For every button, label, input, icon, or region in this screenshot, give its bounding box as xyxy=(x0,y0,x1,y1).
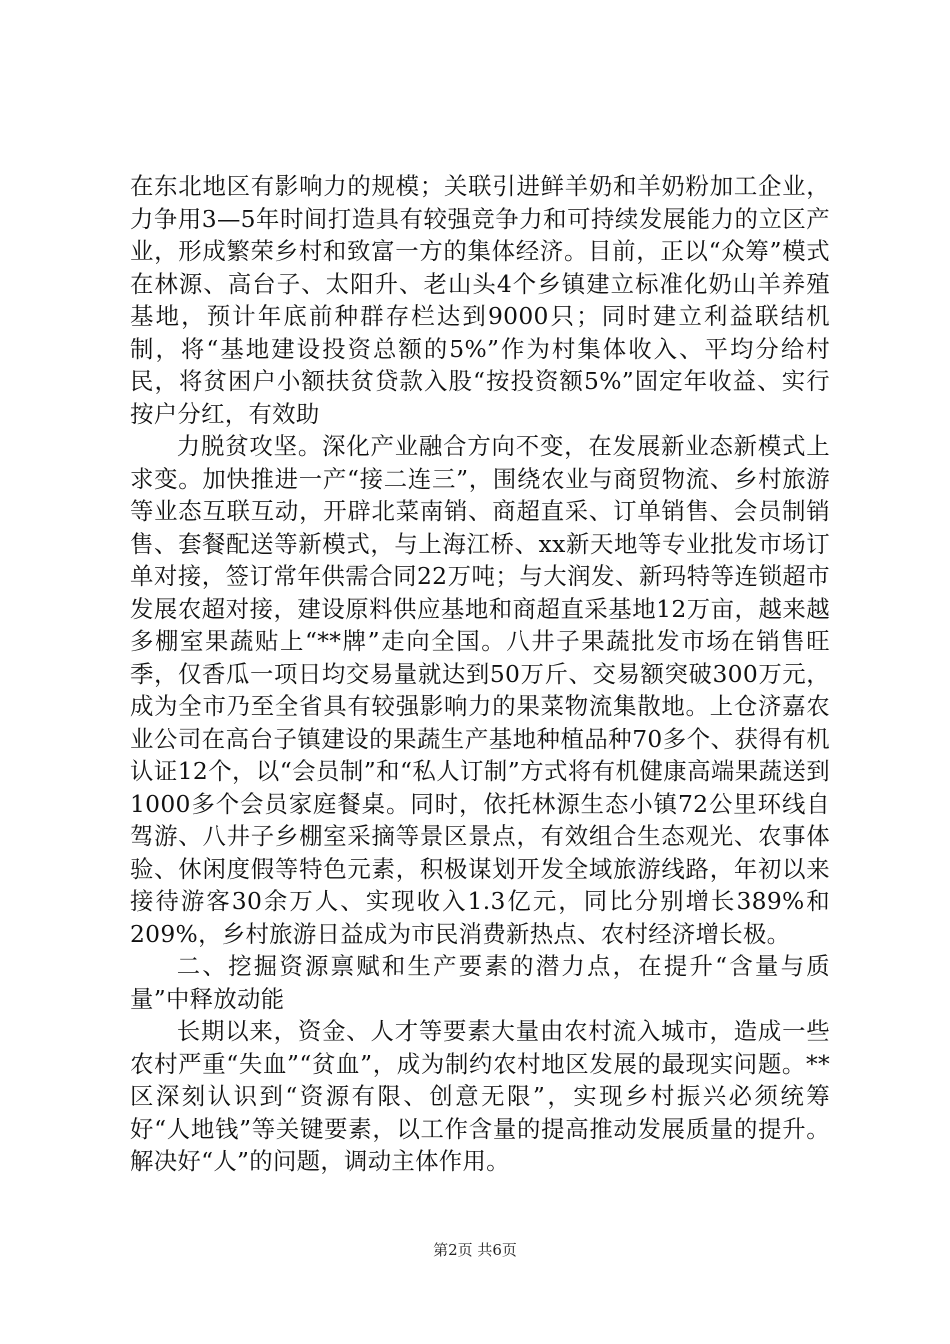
page-footer xyxy=(0,1240,950,1260)
document-body xyxy=(130,170,830,1178)
page-number-label: 第2页 共6页 xyxy=(433,1241,517,1259)
section-heading-2: 二、挖掘资源禀赋和生产要素的潜力点，在提升“含量与质量”中释放动能 xyxy=(130,952,830,1013)
paragraph-1: 在东北地区有影响力的规模；关联引进鲜羊奶和羊奶粉加工企业，力争用3—5年时间打造具有较强竞争力和可持续发展能力的立区产业，形成繁荣乡村和致富一方的集体经济。目前，正以“众筹”模式在林源、高台子、太阳升、老山头4个乡镇建立标准化奶山羊养殖基地，预计年底前种群存栏达到9000只；同时建立利益联结机制，将“基地建设投资总额的5%”作为村集体收入、平均分给村民，将贫困户小额扶贫贷款入股“按投资额5%”固定年收益、实行按户分红，有效助 xyxy=(130,172,830,428)
paragraph-3: 长期以来，资金、人才等要素大量由农村流入城市，造成一些农村严重“失血”“贫血”，成为制约农村地区发展的最现实问题。**区深刻认识到“资源有限、创意无限”，实现乡村振兴必须统筹好“人地钱”等关键要素，以工作含量的提高推动发展质量的提升。解决好“人”的问题，调动主体作用。 xyxy=(130,1017,830,1175)
paragraph-2: 力脱贫攻坚。深化产业融合方向不变，在发展新业态新模式上求变。加快推进一产“接二连三”，围绕农业与商贸物流、乡村旅游等业态互联互动，开辟北菜南销、商超直采、订单销售、会员制销售、套餐配送等新模式，与上海江桥、xx新天地等专业批发市场订单对接，签订常年供需合同22万吨；与大润发、新玛特等连锁超市发展农超对接，建设原料供应基地和商超直采基地12万亩，越来越多棚室果蔬贴上“**牌”走向全国。八井子果蔬批发市场在销售旺季，仅香瓜一项日均交易量就达到50万斤、交易额突破300万元，成为全市乃至全省具有较强影响力的果菜物流集散地。上仓济嘉农业公司在高台子镇建设的果蔬生产基地种植品种70多个、获得有机认证12个，以“会员制”和“私人订制”方式将有机健康高端果蔬送到1000多个会员家庭餐桌。同时，依托林源生态小镇72公里环线自驾游、八井子乡棚室采摘等景区景点，有效组合生态观光、农事体验、休闲度假等特色元素，积极谋划开发全域旅游线路，年初以来接待游客30余万人、实现收入1.3亿元，同比分别增长389%和209%，乡村旅游日益成为市民消费新热点、农村经济增长极。 xyxy=(130,432,830,948)
